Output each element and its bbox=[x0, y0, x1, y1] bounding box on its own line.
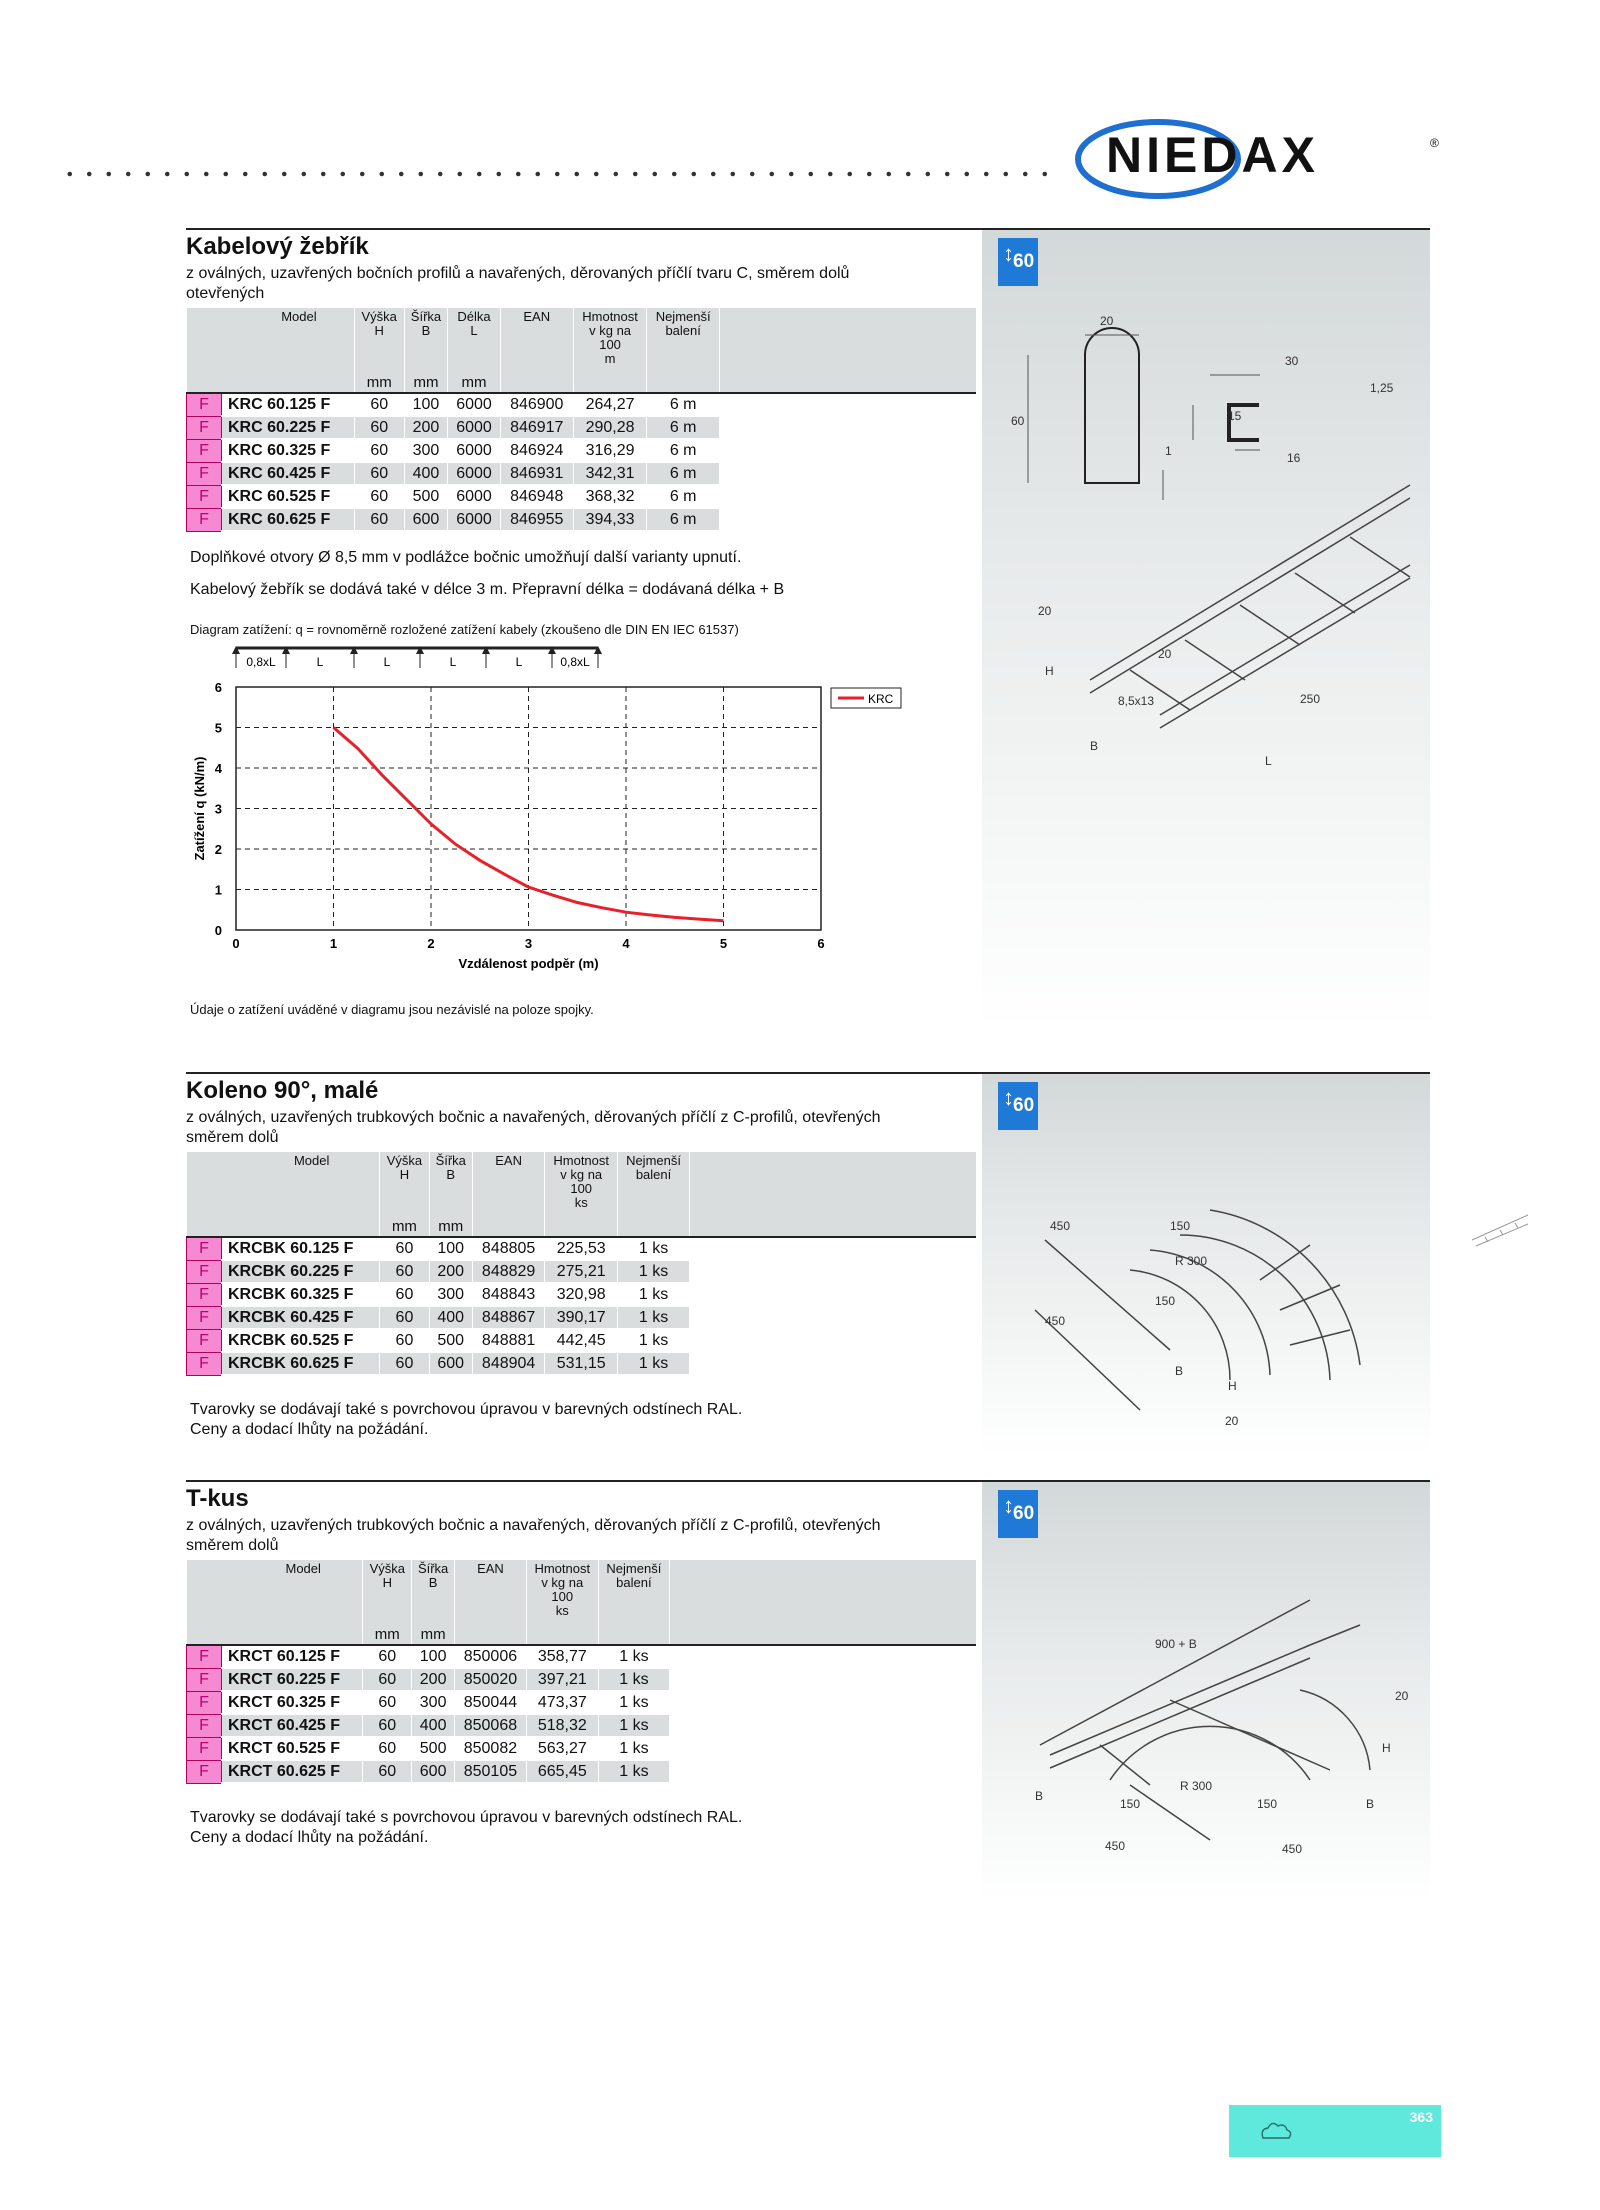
pack-cell: 6 m bbox=[647, 485, 720, 508]
pack-cell: 1 ks bbox=[598, 1691, 669, 1714]
legend-label: KRC bbox=[868, 692, 894, 706]
table-row bbox=[187, 1668, 977, 1691]
pack-cell: 1 ks bbox=[598, 1760, 669, 1783]
pack-cell: 1 ks bbox=[618, 1283, 690, 1306]
pack-cell: 6 m bbox=[647, 416, 720, 439]
width-cell: 100 bbox=[412, 1645, 455, 1668]
x-tick-label: 3 bbox=[524, 936, 533, 951]
model-cell: KRCT 60.125 F bbox=[222, 1645, 363, 1668]
weight-cell: 225,53 bbox=[545, 1237, 618, 1260]
cloud-icon bbox=[1259, 2120, 1293, 2142]
finish-marker: F bbox=[187, 1760, 222, 1783]
svg-text:450: 450 bbox=[1282, 1842, 1303, 1856]
table-row bbox=[187, 1283, 977, 1306]
svg-text:20: 20 bbox=[1100, 314, 1114, 328]
svg-text:8,5x13: 8,5x13 bbox=[1118, 694, 1155, 708]
y-tick-label: 4 bbox=[214, 761, 222, 776]
svg-text:450: 450 bbox=[1045, 1314, 1066, 1328]
y-tick-label: 3 bbox=[214, 801, 222, 817]
svg-text:1: 1 bbox=[1165, 444, 1172, 458]
model-cell: KRCBK 60.125 F bbox=[222, 1237, 380, 1260]
svg-text:450: 450 bbox=[1105, 1839, 1126, 1853]
section-description: z oválných, uzavřených bočních profilů a navařených, děrovaných příčlí tvaru C, směrem dolů otevřených bbox=[186, 265, 850, 302]
ean-cell: 850044 bbox=[455, 1691, 527, 1714]
y-axis-label: Zatížení q (kN/m) bbox=[192, 756, 207, 861]
svg-text:20: 20 bbox=[1395, 1689, 1409, 1703]
dotted-leader bbox=[60, 170, 1060, 178]
finish-marker: F bbox=[187, 1306, 222, 1329]
width-cell: 300 bbox=[404, 439, 448, 462]
width-cell: 200 bbox=[412, 1668, 455, 1691]
finish-marker: F bbox=[187, 1668, 222, 1691]
svg-text:20: 20 bbox=[1158, 647, 1172, 661]
model-cell: KRCBK 60.425 F bbox=[222, 1306, 380, 1329]
model-cell: KRC 60.225 F bbox=[222, 416, 355, 439]
height-cell: 60 bbox=[354, 393, 404, 416]
y-tick-label: 0 bbox=[214, 923, 222, 938]
pack-cell: 6 m bbox=[647, 393, 720, 416]
model-cell: KRCBK 60.325 F bbox=[222, 1283, 380, 1306]
finish-marker: F bbox=[187, 1329, 222, 1352]
table-row bbox=[187, 485, 977, 508]
height-cell: 60 bbox=[354, 416, 404, 439]
ean-cell: 848805 bbox=[472, 1237, 544, 1260]
finish-marker: F bbox=[187, 1737, 222, 1760]
model-cell: KRC 60.525 F bbox=[222, 485, 355, 508]
length-cell: 6000 bbox=[448, 393, 500, 416]
weight-cell: 394,33 bbox=[573, 508, 646, 531]
section-title: Kabelový žebřík bbox=[186, 233, 369, 260]
model-cell: KRCT 60.625 F bbox=[222, 1760, 363, 1783]
section-title: Koleno 90°, malé bbox=[186, 1077, 379, 1104]
height-cell: 60 bbox=[380, 1329, 429, 1352]
svg-text:1,25: 1,25 bbox=[1370, 381, 1394, 395]
diagram-note: Údaje o zatížení uváděné v diagramu jsou nezávislé na poloze spojky. bbox=[190, 1002, 594, 1017]
height-cell: 60 bbox=[363, 1760, 412, 1783]
height-cell: 60 bbox=[363, 1737, 412, 1760]
svg-text:B: B bbox=[1090, 739, 1099, 753]
pack-cell: 1 ks bbox=[618, 1352, 690, 1375]
svg-text:R 300: R 300 bbox=[1175, 1254, 1208, 1268]
table-row bbox=[187, 1691, 977, 1714]
weight-cell: 342,31 bbox=[573, 462, 646, 485]
weight-cell: 518,32 bbox=[526, 1714, 598, 1737]
weight-cell: 316,29 bbox=[573, 439, 646, 462]
page-tab bbox=[1229, 2105, 1441, 2157]
spec-table: Model Výška H Šířka B EAN Hmotnost v kg na 100 ks Nejmenší balení mm mm F KRCBK 60.125 F 60 100 848805 225,53 1 ks F KRCBK 60.225 F 60 200 848829 275,21 1 ks F KRCBK 60.325 F 60 300 848843 320,98 1 ks F KRCBK 60.425 F 60 400 848867 390,17 1 ks F KRCBK 60.525 F 60 500 848881 442,45 1 ks F KRCBK 60.625 F 60 600 848904 531,15 1 ks bbox=[186, 1152, 976, 1376]
finish-marker: F bbox=[187, 1237, 222, 1260]
pack-cell: 1 ks bbox=[598, 1714, 669, 1737]
finish-marker: F bbox=[187, 1352, 222, 1375]
length-cell: 6000 bbox=[448, 508, 500, 531]
x-tick-label: 0 bbox=[232, 936, 240, 951]
finish-marker: F bbox=[187, 1645, 222, 1668]
height-arrow-icon: ↕ bbox=[1003, 1085, 1014, 1110]
table-row bbox=[187, 1645, 977, 1668]
height-cell: 60 bbox=[354, 485, 404, 508]
height-cell: 60 bbox=[380, 1306, 429, 1329]
width-cell: 100 bbox=[429, 1237, 472, 1260]
note: Kabelový žebřík se dodává také v délce 3 m. Přepravní délka = dodávaná délka + B bbox=[190, 581, 785, 598]
page-number: 363 bbox=[1409, 2109, 1433, 2125]
height-arrow-icon: ↕ bbox=[1003, 1493, 1014, 1518]
pack-cell: 6 m bbox=[647, 439, 720, 462]
weight-cell: 531,15 bbox=[545, 1352, 618, 1375]
table-row bbox=[187, 1760, 977, 1783]
weight-cell: 264,27 bbox=[573, 393, 646, 416]
table-row bbox=[187, 439, 977, 462]
x-axis-label: Vzdálenost podpěr (m) bbox=[458, 956, 599, 971]
weight-cell: 442,45 bbox=[545, 1329, 618, 1352]
weight-cell: 397,21 bbox=[526, 1668, 598, 1691]
weight-cell: 320,98 bbox=[545, 1283, 618, 1306]
ean-cell: 850105 bbox=[455, 1760, 527, 1783]
pack-cell: 1 ks bbox=[618, 1237, 690, 1260]
svg-text:B: B bbox=[1366, 1797, 1375, 1811]
model-cell: KRC 60.125 F bbox=[222, 393, 355, 416]
diagram-caption: Diagram zatížení: q = rovnoměrně rozložené zatížení kabely (zkoušeno dle DIN EN IEC 61537) bbox=[190, 622, 739, 637]
table-row bbox=[187, 1329, 977, 1352]
height-cell: 60 bbox=[363, 1645, 412, 1668]
span-label: 0,8xL bbox=[560, 655, 590, 669]
pack-cell: 1 ks bbox=[618, 1306, 690, 1329]
width-cell: 600 bbox=[412, 1760, 455, 1783]
svg-text:B: B bbox=[1035, 1789, 1044, 1803]
span-label: L bbox=[316, 655, 324, 669]
pack-cell: 1 ks bbox=[598, 1645, 669, 1668]
table-row bbox=[187, 508, 977, 531]
ladder-drawing bbox=[1010, 305, 1420, 775]
weight-cell: 665,45 bbox=[526, 1760, 598, 1783]
model-cell: KRC 60.425 F bbox=[222, 462, 355, 485]
model-cell: KRCT 60.525 F bbox=[222, 1737, 363, 1760]
svg-text:L: L bbox=[1265, 754, 1272, 768]
load-chart bbox=[186, 640, 906, 1000]
ean-cell: 850006 bbox=[455, 1645, 527, 1668]
tee-drawing bbox=[1010, 1570, 1420, 1870]
svg-text:150: 150 bbox=[1257, 1797, 1278, 1811]
ean-cell: 846924 bbox=[500, 439, 573, 462]
spec-table: Model Výška H Šířka B Délka L EAN Hmotnost v kg na 100 m Nejmenší balení mm mm mm F KRC 60.125 F 60 100 6000 846900 264,27 6 m F KRC 60.225 F 60 200 6000 846917 290,28 6 m F KRC 60.325 F 60 300 6000 846924 316,29 6 m F KRC 60.425 F 60 400 6000 846931 342,31 6 m F KRC 60.525 F 60 500 6000 846948 368,32 6 m F KRC 60.625 F 60 600 6000 846955 394,33 6 m bbox=[186, 308, 976, 532]
finish-marker: F bbox=[187, 1714, 222, 1737]
svg-text:900 + B: 900 + B bbox=[1155, 1637, 1197, 1651]
width-cell: 200 bbox=[404, 416, 448, 439]
y-tick-label: 5 bbox=[214, 720, 222, 736]
pack-cell: 6 m bbox=[647, 462, 720, 485]
finish-marker: F bbox=[187, 508, 222, 531]
finish-marker: F bbox=[187, 1691, 222, 1714]
height-badge: ↕ 60 bbox=[998, 1082, 1038, 1130]
ean-cell: 850068 bbox=[455, 1714, 527, 1737]
weight-cell: 368,32 bbox=[573, 485, 646, 508]
y-tick-label: 1 bbox=[214, 882, 222, 898]
table-row bbox=[187, 1352, 977, 1375]
height-cell: 60 bbox=[380, 1260, 429, 1283]
model-cell: KRCBK 60.525 F bbox=[222, 1329, 380, 1352]
registered-mark: ® bbox=[1430, 136, 1439, 150]
finish-marker: F bbox=[187, 416, 222, 439]
width-cell: 500 bbox=[404, 485, 448, 508]
width-cell: 500 bbox=[412, 1737, 455, 1760]
table-row bbox=[187, 1306, 977, 1329]
svg-text:20: 20 bbox=[1038, 604, 1052, 618]
note: Doplňkové otvory Ø 8,5 mm v podlážce bočnic umožňují další varianty upnutí. bbox=[190, 549, 742, 566]
ean-cell: 848904 bbox=[472, 1352, 544, 1375]
table-row bbox=[187, 393, 977, 416]
model-cell: KRCT 60.225 F bbox=[222, 1668, 363, 1691]
svg-text:450: 450 bbox=[1050, 1219, 1071, 1233]
width-cell: 600 bbox=[429, 1352, 472, 1375]
svg-text:150: 150 bbox=[1170, 1219, 1191, 1233]
svg-text:250: 250 bbox=[1300, 692, 1321, 706]
pack-cell: 1 ks bbox=[618, 1260, 690, 1283]
model-cell: KRCBK 60.225 F bbox=[222, 1260, 380, 1283]
height-cell: 60 bbox=[363, 1691, 412, 1714]
height-cell: 60 bbox=[380, 1352, 429, 1375]
finish-marker: F bbox=[187, 1260, 222, 1283]
svg-text:15: 15 bbox=[1228, 409, 1242, 423]
svg-text:150: 150 bbox=[1120, 1797, 1141, 1811]
model-cell: KRC 60.625 F bbox=[222, 508, 355, 531]
table-row bbox=[187, 1737, 977, 1760]
note: Tvarovky se dodávají také s povrchovou úpravou v barevných odstínech RAL. bbox=[190, 1401, 743, 1418]
ean-cell: 850082 bbox=[455, 1737, 527, 1760]
section-title: T-kus bbox=[186, 1485, 249, 1512]
logo-wordmark: NIEDAX bbox=[1106, 127, 1319, 183]
pack-cell: 1 ks bbox=[598, 1737, 669, 1760]
width-cell: 400 bbox=[412, 1714, 455, 1737]
svg-text:150: 150 bbox=[1155, 1294, 1176, 1308]
length-cell: 6000 bbox=[448, 416, 500, 439]
y-tick-label: 6 bbox=[214, 680, 222, 695]
span-label: 0,8xL bbox=[246, 655, 276, 669]
ean-cell: 846917 bbox=[500, 416, 573, 439]
height-cell: 60 bbox=[380, 1237, 429, 1260]
table-row bbox=[187, 1237, 977, 1260]
model-cell: KRCT 60.425 F bbox=[222, 1714, 363, 1737]
note: Tvarovky se dodávají také s povrchovou úpravou v barevných odstínech RAL. bbox=[190, 1809, 743, 1826]
model-cell: KRCT 60.325 F bbox=[222, 1691, 363, 1714]
ean-cell: 850020 bbox=[455, 1668, 527, 1691]
length-cell: 6000 bbox=[448, 439, 500, 462]
bend-drawing bbox=[1030, 1150, 1420, 1440]
width-cell: 300 bbox=[412, 1691, 455, 1714]
ladder-sketch bbox=[1470, 1210, 1530, 1250]
finish-marker: F bbox=[187, 462, 222, 485]
weight-cell: 390,17 bbox=[545, 1306, 618, 1329]
svg-text:H: H bbox=[1228, 1379, 1237, 1393]
table-row bbox=[187, 416, 977, 439]
x-tick-label: 6 bbox=[817, 936, 825, 951]
length-cell: 6000 bbox=[448, 462, 500, 485]
model-cell: KRCBK 60.625 F bbox=[222, 1352, 380, 1375]
ean-cell: 848843 bbox=[472, 1283, 544, 1306]
svg-text:H: H bbox=[1382, 1741, 1391, 1755]
finish-marker: F bbox=[187, 485, 222, 508]
width-cell: 400 bbox=[429, 1306, 472, 1329]
ean-cell: 846931 bbox=[500, 462, 573, 485]
svg-text:30: 30 bbox=[1285, 354, 1299, 368]
span-label: L bbox=[449, 655, 457, 669]
finish-marker: F bbox=[187, 439, 222, 462]
pack-cell: 1 ks bbox=[598, 1668, 669, 1691]
model-cell: KRC 60.325 F bbox=[222, 439, 355, 462]
finish-marker: F bbox=[187, 393, 222, 416]
pack-cell: 1 ks bbox=[618, 1329, 690, 1352]
finish-marker: F bbox=[187, 1283, 222, 1306]
x-tick-label: 2 bbox=[427, 936, 435, 951]
span-label: L bbox=[383, 655, 391, 669]
height-cell: 60 bbox=[354, 508, 404, 531]
note: Ceny a dodací lhůty na požádání. bbox=[190, 1829, 429, 1846]
ean-cell: 848867 bbox=[472, 1306, 544, 1329]
x-tick-label: 1 bbox=[329, 936, 338, 951]
length-cell: 6000 bbox=[448, 485, 500, 508]
height-cell: 60 bbox=[380, 1283, 429, 1306]
weight-cell: 275,21 bbox=[545, 1260, 618, 1283]
ean-cell: 846948 bbox=[500, 485, 573, 508]
weight-cell: 290,28 bbox=[573, 416, 646, 439]
section-description: z oválných, uzavřených trubkových bočnic a navařených, děrovaných příčlí z C-profilů, otevřených směrem dolů bbox=[186, 1517, 881, 1554]
x-tick-label: 4 bbox=[622, 936, 630, 951]
table-row bbox=[187, 1260, 977, 1283]
width-cell: 200 bbox=[429, 1260, 472, 1283]
width-cell: 400 bbox=[404, 462, 448, 485]
table-row bbox=[187, 1714, 977, 1737]
height-badge: ↕ 60 bbox=[998, 1490, 1038, 1538]
width-cell: 500 bbox=[429, 1329, 472, 1352]
table-row bbox=[187, 462, 977, 485]
ean-cell: 848829 bbox=[472, 1260, 544, 1283]
width-cell: 100 bbox=[404, 393, 448, 416]
height-cell: 60 bbox=[363, 1668, 412, 1691]
ean-cell: 848881 bbox=[472, 1329, 544, 1352]
span-label: L bbox=[515, 655, 523, 669]
svg-text:H: H bbox=[1045, 664, 1054, 678]
svg-text:60: 60 bbox=[1011, 414, 1025, 428]
spec-table: Model Výška H Šířka B EAN Hmotnost v kg na 100 ks Nejmenší balení mm mm F KRCT 60.125 F 60 100 850006 358,77 1 ks F KRCT 60.225 F 60 200 850020 397,21 1 ks F KRCT 60.325 F 60 300 850044 473,37 1 ks F KRCT 60.425 F 60 400 850068 518,32 1 ks F KRCT 60.525 F 60 500 850082 563,27 1 ks F KRCT 60.625 F 60 600 850105 665,45 1 ks bbox=[186, 1560, 976, 1784]
height-cell: 60 bbox=[354, 462, 404, 485]
y-tick-label: 2 bbox=[214, 842, 222, 857]
x-tick-label: 5 bbox=[719, 936, 728, 951]
width-cell: 600 bbox=[404, 508, 448, 531]
height-arrow-icon: ↕ bbox=[1003, 241, 1014, 266]
weight-cell: 473,37 bbox=[526, 1691, 598, 1714]
height-badge: ↕ 60 bbox=[998, 238, 1038, 286]
ean-cell: 846900 bbox=[500, 393, 573, 416]
width-cell: 300 bbox=[429, 1283, 472, 1306]
note: Ceny a dodací lhůty na požádání. bbox=[190, 1421, 429, 1438]
height-cell: 60 bbox=[354, 439, 404, 462]
svg-text:20: 20 bbox=[1225, 1414, 1239, 1428]
ean-cell: 846955 bbox=[500, 508, 573, 531]
pack-cell: 6 m bbox=[647, 508, 720, 531]
svg-text:B: B bbox=[1175, 1364, 1184, 1378]
weight-cell: 563,27 bbox=[526, 1737, 598, 1760]
svg-text:R 300: R 300 bbox=[1180, 1779, 1213, 1793]
section-description: z oválných, uzavřených trubkových bočnic a navařených, děrovaných příčlí z C-profilů, otevřených směrem dolů bbox=[186, 1109, 881, 1146]
weight-cell: 358,77 bbox=[526, 1645, 598, 1668]
svg-text:16: 16 bbox=[1287, 451, 1301, 465]
height-cell: 60 bbox=[363, 1714, 412, 1737]
